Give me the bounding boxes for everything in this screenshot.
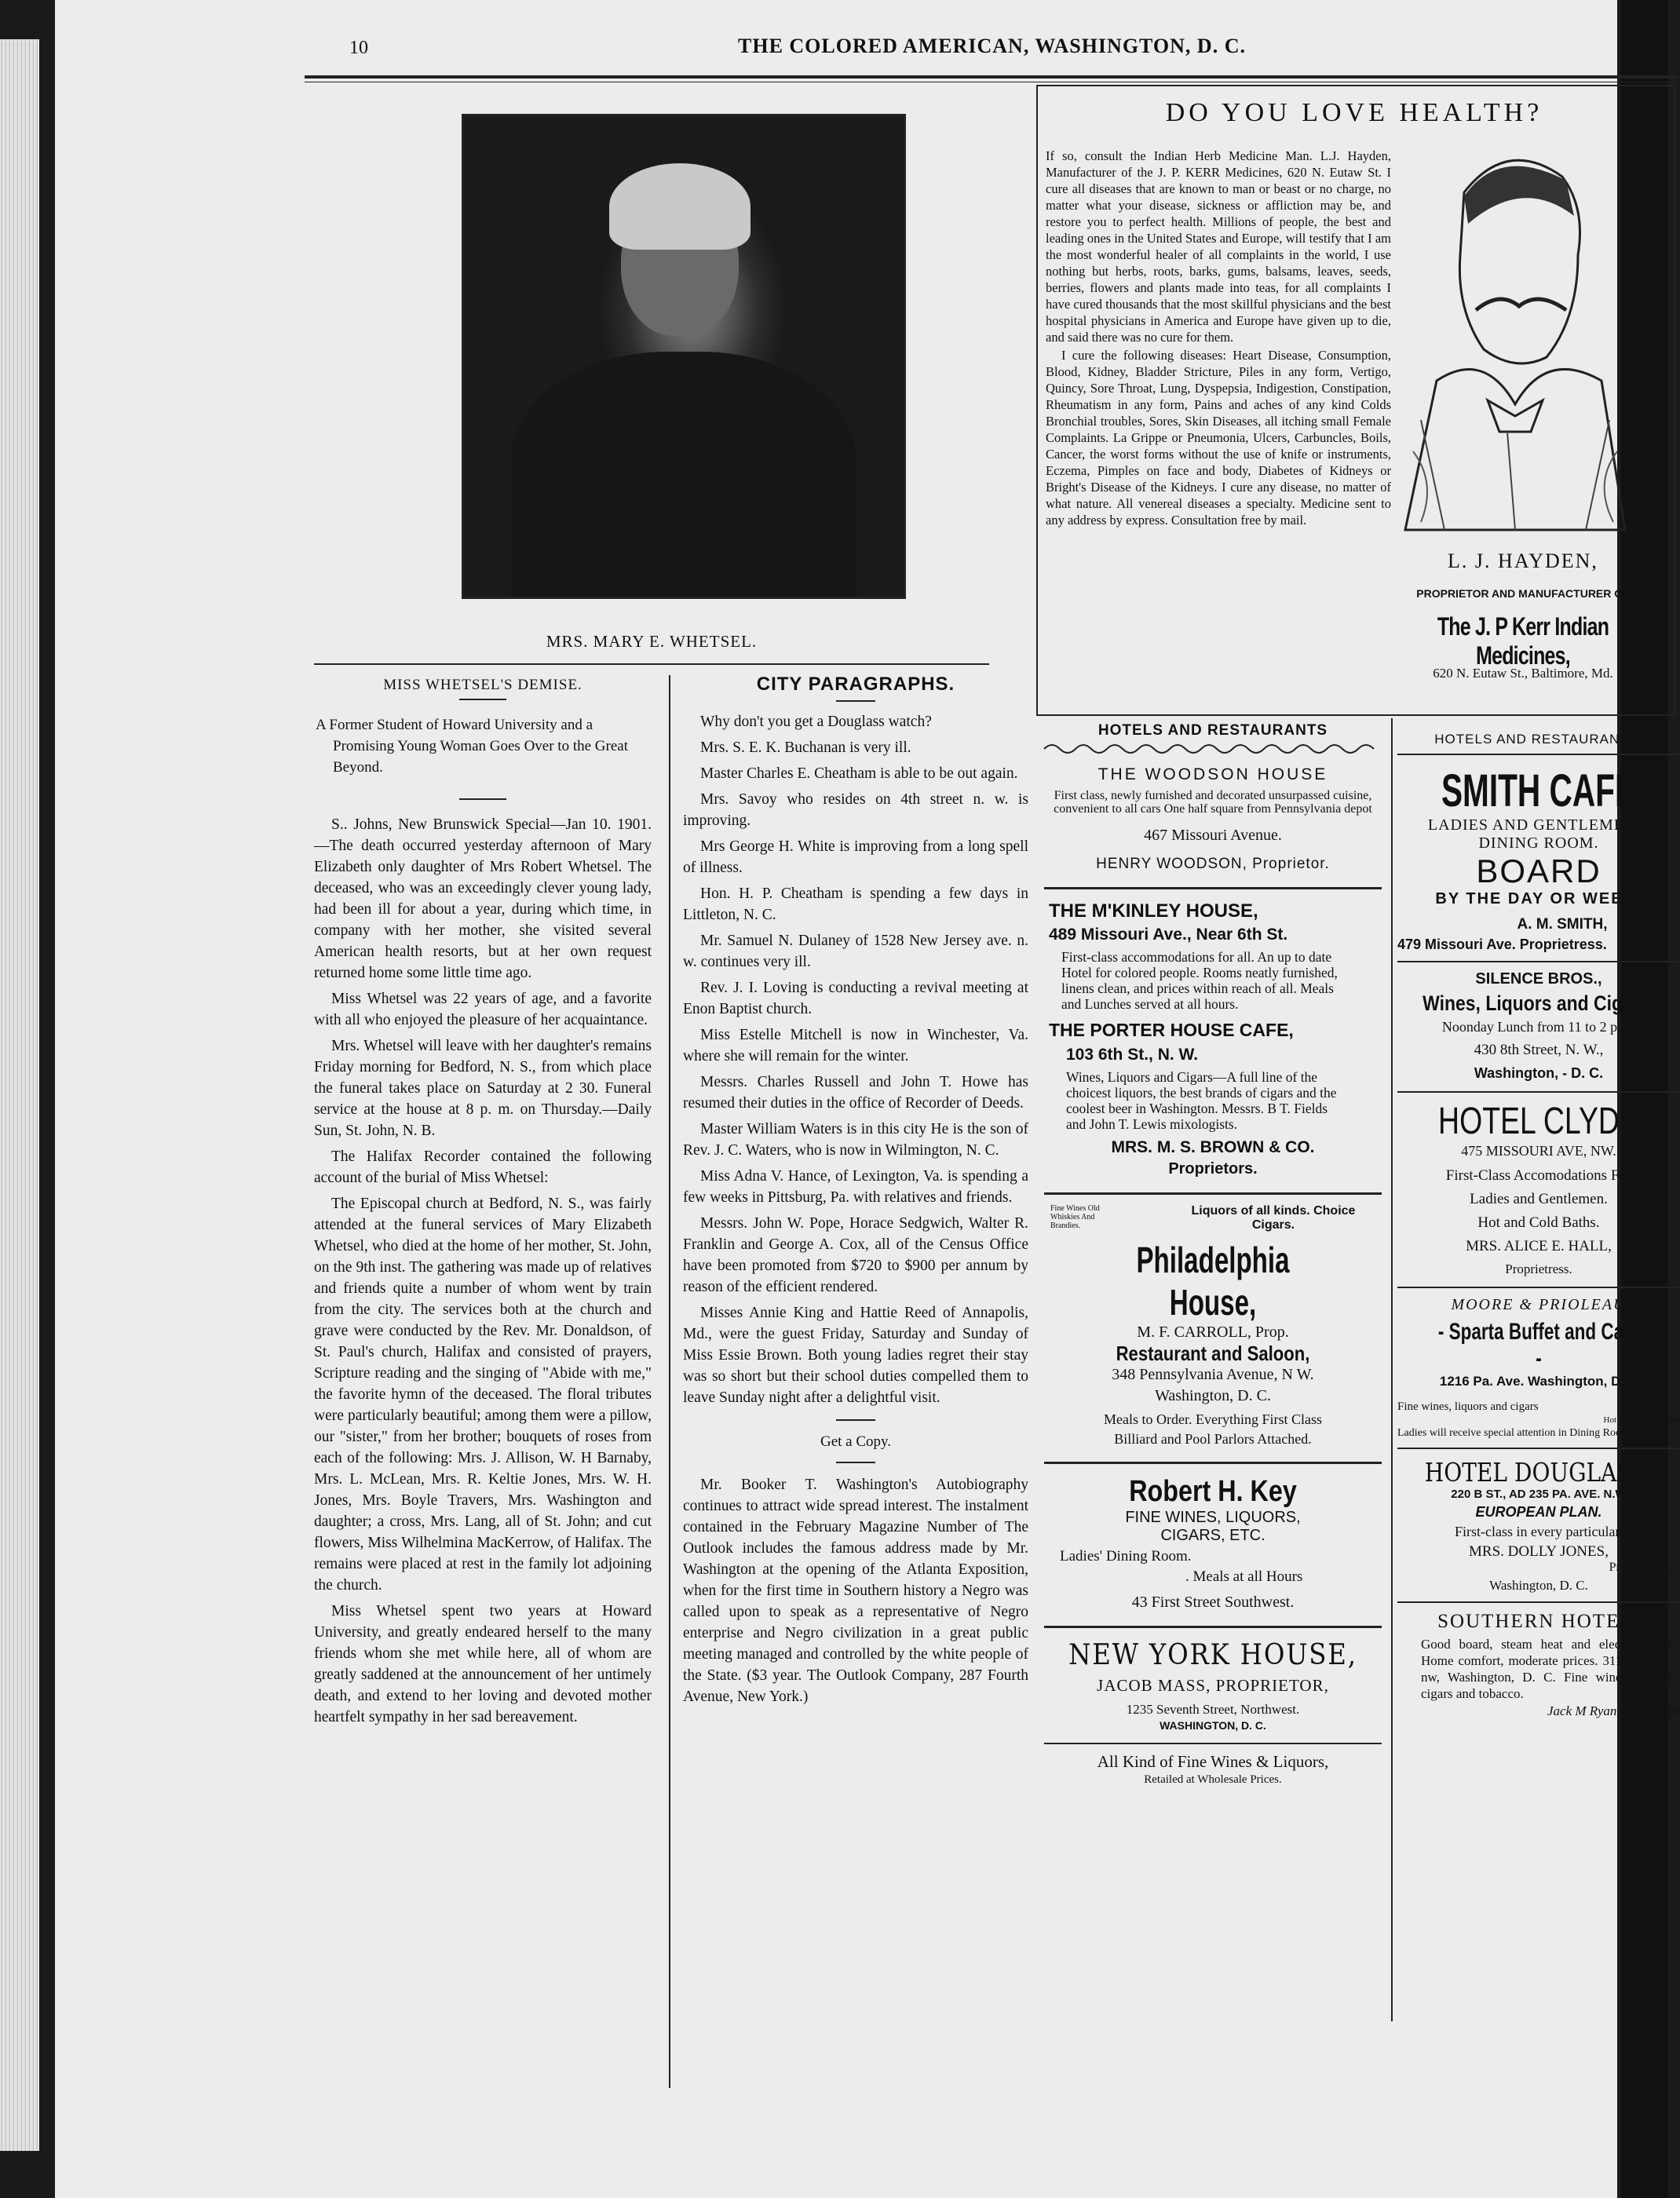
key-line1: FINE WINES, LIQUORS, [1125, 1509, 1301, 1526]
health-ad-body [1046, 148, 1391, 528]
headline-rule [459, 699, 506, 700]
section-rule [836, 1419, 875, 1421]
page-edge-stack [0, 39, 39, 2151]
para: Hon. H. P. Cheatham is spending a few days in Littleton, N. C. [683, 885, 1028, 923]
ad-rule [1044, 1626, 1382, 1628]
silence-lunch: Noonday Lunch from 11 to 2 p.m. [1441, 1019, 1636, 1035]
hotels-left-header: HOTELS AND RESTAURANTS [1097, 722, 1328, 739]
ad-rule [1397, 754, 1680, 755]
hotels-right-header: HOTELS AND RESTAURANTS. [1434, 732, 1643, 747]
clyde-role: Proprietress. [1505, 1261, 1572, 1276]
key-name: Robert H. Key [1129, 1475, 1297, 1508]
clyde-prop: MRS. ALICE E. HALL, [1466, 1238, 1612, 1254]
newyork-line1: All Kind of Fine Wines & Liquors, [1097, 1752, 1329, 1771]
newyork-prop: JACOB MASS, PROPRIETOR, [1097, 1676, 1329, 1695]
col-city [683, 674, 1028, 1712]
porter-proprietor: MRS. M. S. BROWN & CO. [1111, 1138, 1315, 1156]
hayden-title: PROPRIETOR AND MANUFACTURER OF [1416, 587, 1630, 600]
ad-rule [1397, 1091, 1680, 1093]
douglass-role: Proprietress. [1609, 1561, 1672, 1574]
para: Messrs. John W. Pope, Horace Sedgwich, Walter R. Franklin and George A. Cox, all of the Census Office have been promoted from $720 to $900 per annum by reason of the efficient rendered. [683, 1215, 1028, 1295]
ad-rule [1044, 1192, 1382, 1195]
moore-sub: - Sparta Buffet and Cafe - [1437, 1319, 1640, 1371]
smith-line2: DINING ROOM. [1478, 834, 1599, 852]
smith-board: BOARD [1476, 853, 1601, 889]
smith-prop: A. M. SMITH, [1517, 916, 1608, 933]
para: Mrs. Whetsel will leave with her daughter's remains Friday morning for Bedford, N. S., from which place the funeral takes place on Saturday at 2 30. Funeral service at the house at 8 p. m. on Thursday.—Daily Sun, St. John, N. B. [314, 1038, 652, 1139]
key-address: 43 First Street Southwest. [1131, 1594, 1295, 1611]
para: Miss Estelle Mitchell is now in Winchester, Va. where she will remain for the winter. [683, 1027, 1028, 1064]
ad-rule [1397, 1448, 1680, 1449]
moore-line1: Fine wines, liquors and cigars [1397, 1400, 1539, 1413]
philly-address: 348 Pennsylvania Avenue, N W. [1112, 1366, 1314, 1383]
para: Why don't you get a Douglass watch? [700, 714, 932, 730]
key-line2: CIGARS, ETC. [1160, 1527, 1265, 1544]
subhead-get-copy: Get a Copy. [820, 1433, 892, 1450]
clyde-line3: Hot and Cold Baths. [1477, 1214, 1600, 1231]
headline-rule [836, 700, 875, 702]
clyde-line2: Ladies and Gentlemen. [1470, 1191, 1608, 1207]
column-rule [669, 675, 670, 2088]
moore-address: 1216 Pa. Ave. Washington, D.C. [1439, 1374, 1638, 1389]
wavy-divider [1044, 739, 1382, 758]
headline-city: CITY PARAGRAPHS. [756, 674, 955, 695]
page-number: 10 [349, 38, 368, 58]
portrait-dress [511, 352, 856, 597]
health-ad-headline: DO YOU LOVE HEALTH? [1165, 98, 1543, 127]
moore-line2: Hot Lunch Every Day [1603, 1415, 1680, 1425]
key-line4: . Meals at all Hours [1185, 1568, 1303, 1585]
woodson-proprietor: HENRY WOODSON, Proprietor. [1096, 856, 1330, 872]
para: The Episcopal church at Bedford, N. S., was fairly attended at the funeral services of Mary Elizabeth Whetsel, who died at the home of her mother, St. John, on the 9th inst. The gathering was made up of relatives and friends quite a number of whom went by train from the city. The services both at the church and grave were conducted by the Rev. Mr. Donaldson, of St. Paul's church, Halifax and consisted of prayers, Scripture reading and the singing of "Abide with me," the favorite hymn of the deceased. The floral tributes were particularly beautiful; among them were a pillow, our "sister," from her brother; bouquets of roses from each of the following: Mrs. J. Allison, W. H Barnaby, Mrs. L. McLean, Mrs. R. Keltie Jones, Mrs. W. H. Jones, Mrs. Boyle Travers, Mrs. Washington and daughter; a cross, Mrs. Lang, all of St. John; and cut flowers, Miss Wilhelmina MacKerrow, of Halifax. The remains were placed at rest in the family lot adjoining the church. [314, 1196, 652, 1594]
douglass-line1: First-class in every particular. [1455, 1524, 1623, 1539]
para: Master Charles E. Cheatham is able to be out again. [700, 765, 1018, 782]
para: S.. Johns, New Brunswick Special—Jan 10. 1901.—The death occurred yesterday afternoon of Mary Elizabeth only daughter of Mrs Robert Whetsel. The deceased, who was an exceedingly clever young lady, had been ill for about a year, during which time, in company with her mother, she visited several American health resorts, but at her own request returned home some little time ago. [314, 816, 652, 981]
douglass-address: 220 B ST., AD 235 PA. AVE. N.W [1451, 1488, 1627, 1501]
southern-desc: Good board, steam heat and electric bells, Home comfort, moderate prices. 311 Pa. Ave., nw, Washington, D. C. Fine wines liquors, cigars and tobacco. [1421, 1637, 1675, 1701]
masthead: THE COLORED AMERICAN, WASHINGTON, D. C. [738, 35, 1246, 57]
southern-prop: Jack M Ryan, Proprietor [1547, 1703, 1680, 1718]
para: Mr. Booker T. Washington's Autobiography continues to attract wide spread interest. The instalment contained in the February Magazine Number of The Outlook includes the famous address made by Mr. Washington at the opening of the Atlanta Exposition, when for the first time in Southern history a Negro was called upon to speak as a representative of Negro enterprise and Negro civilization in a great public meeting managed and controlled by the white people of the State. ($3 year. The Outlook Company, 287 Fourth Avenue, New York.) [683, 1477, 1028, 1705]
ad-rule [1044, 1743, 1382, 1744]
newyork-address: 1235 Seventh Street, Northwest. [1126, 1702, 1300, 1717]
portrait-photo [462, 114, 906, 599]
col-whetsel [314, 677, 652, 1732]
section-rule [836, 1462, 875, 1463]
clyde-name: HOTEL CLYDE [1438, 1101, 1639, 1142]
hayden-portrait-sketch [1390, 122, 1641, 530]
porter-desc: Wines, Liquors and Cigars—A full line of the choicest liquors, the best brands of cigars and the coolest beer in Washington. Messrs. B T. Fields and John T. Lewis mixologists. [1066, 1069, 1337, 1132]
headline-whetsel: MISS WHETSEL'S DEMISE. [383, 677, 583, 693]
mckinley-address: 489 Missouri Ave., Near 6th St. [1049, 926, 1288, 944]
para: Miss Adna V. Hance, of Lexington, Va. is spending a few weeks in Pittsburg, Pa. with relatives and friends. [683, 1168, 1028, 1206]
southern-name: SOUTHERN HOTEL, [1437, 1611, 1640, 1632]
clyde-address: 475 MISSOURI AVE, NW. [1461, 1143, 1616, 1159]
hayden-name: L. J. HAYDEN, [1448, 550, 1598, 572]
philly-sub: Restaurant and Saloon, [1116, 1342, 1310, 1365]
philly-name: Philadelphia House, [1136, 1240, 1290, 1323]
caption-rule [314, 663, 989, 665]
douglass-prop: MRS. DOLLY JONES, [1469, 1543, 1609, 1560]
ad-rule [1397, 961, 1680, 962]
para: Master William Waters is in this city He is the son of Rev. J. C. Waters, who is now in Wilmington, N. C. [683, 1121, 1028, 1159]
para: Miss Whetsel was 22 years of age, and a favorite with all who enjoyed the pleasure of her acquaintance. [314, 991, 652, 1028]
silence-sub: Wines, Liquors and Cigars, [1423, 991, 1655, 1015]
para: Miss Whetsel spent two years at Howard University, and greatly endeared herself to the many friends whom she met while here, all of whom are greatly saddened at the announcement of her untimely death, and extend to her loving and devoted mother heartfelt sympathy in her sad bereavement. [314, 1603, 652, 1725]
para: Messrs. Charles Russell and John T. Howe has resumed their duties in the office of Recorder of Deeds. [683, 1074, 1028, 1112]
mckinley-desc: First-class accommodations for all. An up to date Hotel for colored people. Rooms neatly furnished, linens clean, and prices within reach of all. Meals and Lunches served at all hours. [1061, 949, 1338, 1012]
body-city [683, 711, 1028, 1408]
hayden-address: 620 N. Eutaw St., Baltimore, Md. [1433, 666, 1613, 681]
woodson-address: 467 Missouri Avenue. [1144, 827, 1282, 844]
douglass-plan: EUROPEAN PLAN. [1475, 1504, 1602, 1520]
smith-line1: LADIES AND GENTLEMEN'S [1427, 816, 1650, 834]
hotels-left [1044, 722, 1382, 1787]
philly-city: Washington, D. C. [1155, 1387, 1271, 1404]
header-rule [305, 75, 1678, 78]
ad-column-rule [1391, 718, 1393, 2021]
moore-line3: Ladies will receive special attention in Dining Room upstairs [1397, 1427, 1667, 1439]
douglass-name: HOTEL DOUGLASS. [1424, 1457, 1653, 1488]
smith-address: 479 Missouri Ave. Proprietress. [1397, 937, 1607, 952]
health-ad-body-2: I cure the following diseases: Heart Disease, Consumption, Blood, Kidney, Bladder Stricture, Piles in any form, Vertigo, Quincy, Sore Throat, Lung, Dyspepsia, Indigestion, Constipation, Rheumatism in any form, Pains and aches of any kind Colds Bronchial troubles, Sores, Skin Diseases, all itching small Female Complaints. La Grippe or Pneumonia, Ulcers, Carbuncles, Boils, Cancer, the worst forms without the use of knife or instruments, Eczema, Pimples on face and body, Diabetes of Kidneys or Bright's Disease of the Kidneys. I cure any disease, no matter of what nature. All venereal diseases a specialty. Medicine sent to any address by express. Consultation free by mail. [1046, 348, 1391, 528]
hayden-product: The J. P Kerr Indian Medicines, [1437, 612, 1609, 670]
para: Mr. Samuel N. Dulaney of 1528 New Jersey ave. n. w. continues very ill. [683, 933, 1028, 970]
portrait-caption: MRS. MARY E. WHETSEL. [546, 632, 758, 651]
para: Rev. J. I. Loving is conducting a revival meeting at Enon Baptist church. [683, 980, 1028, 1017]
philly-tag-left: Fine Wines Old Whiskies And Brandies. [1050, 1204, 1100, 1230]
newyork-name: NEW YORK HOUSE, [1068, 1639, 1357, 1671]
hotels-right [1397, 732, 1680, 1719]
smith-name: SMITH CAFE [1441, 765, 1637, 816]
moore-name: MOORE & PRIOLEAU [1451, 1296, 1627, 1313]
ad-rule [1397, 1601, 1680, 1603]
newyork-line2: Retailed at Wholesale Prices. [1144, 1773, 1282, 1786]
smith-line3: BY THE DAY OR WEEK. [1435, 890, 1642, 907]
philly-meals: Meals to Order. Everything First Class [1104, 1411, 1322, 1427]
porter-role: Proprietors. [1168, 1160, 1258, 1178]
subhead-whetsel: A Former Student of Howard University and a Promising Young Woman Goes Over to the Great Beyond. [316, 717, 628, 776]
woodson-name: THE WOODSON HOUSE [1097, 765, 1328, 783]
philly-prop: M. F. CARROLL, Prop. [1137, 1324, 1289, 1341]
key-line3: Ladies' Dining Room. [1060, 1548, 1192, 1565]
para: Mrs. Savoy who resides on 4th street n. w. is improving. [683, 791, 1028, 829]
mckinley-name: THE M'KINLEY HOUSE, [1049, 900, 1258, 922]
ad-rule [1044, 887, 1382, 889]
philly-billiard: Billiard and Pool Parlors Attached. [1114, 1431, 1312, 1447]
clyde-line1: First-Class Accomodations For [1445, 1167, 1632, 1184]
silence-address: 430 8th Street, N. W., [1474, 1042, 1604, 1058]
para: Mrs George H. White is improving from a long spell of illness. [683, 838, 1028, 876]
silence-name: SILENCE BROS., [1475, 970, 1602, 988]
para: The Halifax Recorder contained the following account of the burial of Miss Whetsel: [314, 1148, 652, 1186]
para: Misses Annie King and Hattie Reed of Annapolis, Md., were the guest Friday, Saturday and Sunday of Miss Essie Brown. Both young ladies regret their stay was so short but their school duties compelled them to leave Sunday night after a delightful visit. [683, 1305, 1028, 1406]
subhead-rule [459, 798, 506, 800]
philly-tag-right: Liquors of all kinds. Choice Cigars. [1191, 1204, 1356, 1232]
ad-rule [1044, 1462, 1382, 1464]
silence-city: Washington, - D. C. [1474, 1065, 1604, 1081]
porter-name: THE PORTER HOUSE CAFE, [1049, 1020, 1294, 1040]
body-outlook [683, 1474, 1028, 1707]
newspaper-page [55, 0, 1680, 2198]
body-whetsel [314, 814, 652, 1728]
para: Mrs. S. E. K. Buchanan is very ill. [700, 739, 911, 756]
portrait-hair [609, 163, 751, 250]
health-ad-body-1: If so, consult the Indian Herb Medicine Man. L.J. Hayden, Manufacturer of the J. P. KERR Medicines, 620 N. Eutaw St. I cure all diseases that are known to man or beast or no charge, no matter what your disease, sickness or affliction may be, and restore you to perfect health. Millions of people, the best and leading ones in the United States and Europe, will testify that I am the most wonderful healer of all complaints in the world, I use nothing but herbs, roots, barks, gums, balsams, leaves, seeds, berries, flowers and plants made into teas, for all complaints I have cured thousands that the most skillful physicians and the best hospital physicians in America and Europe have given up to die, and said there was no cure for them. [1046, 148, 1391, 345]
porter-address: 103 6th St., N. W. [1066, 1046, 1199, 1064]
woodson-desc: First class, newly furnished and decorated unsurpassed cuisine, convenient to all cars One half square from Pennsylvania depot [1054, 789, 1372, 816]
ad-rule [1397, 1287, 1680, 1288]
newyork-city: WASHINGTON, D. C. [1160, 1719, 1266, 1732]
douglass-city: Washington, D. C. [1489, 1578, 1588, 1593]
